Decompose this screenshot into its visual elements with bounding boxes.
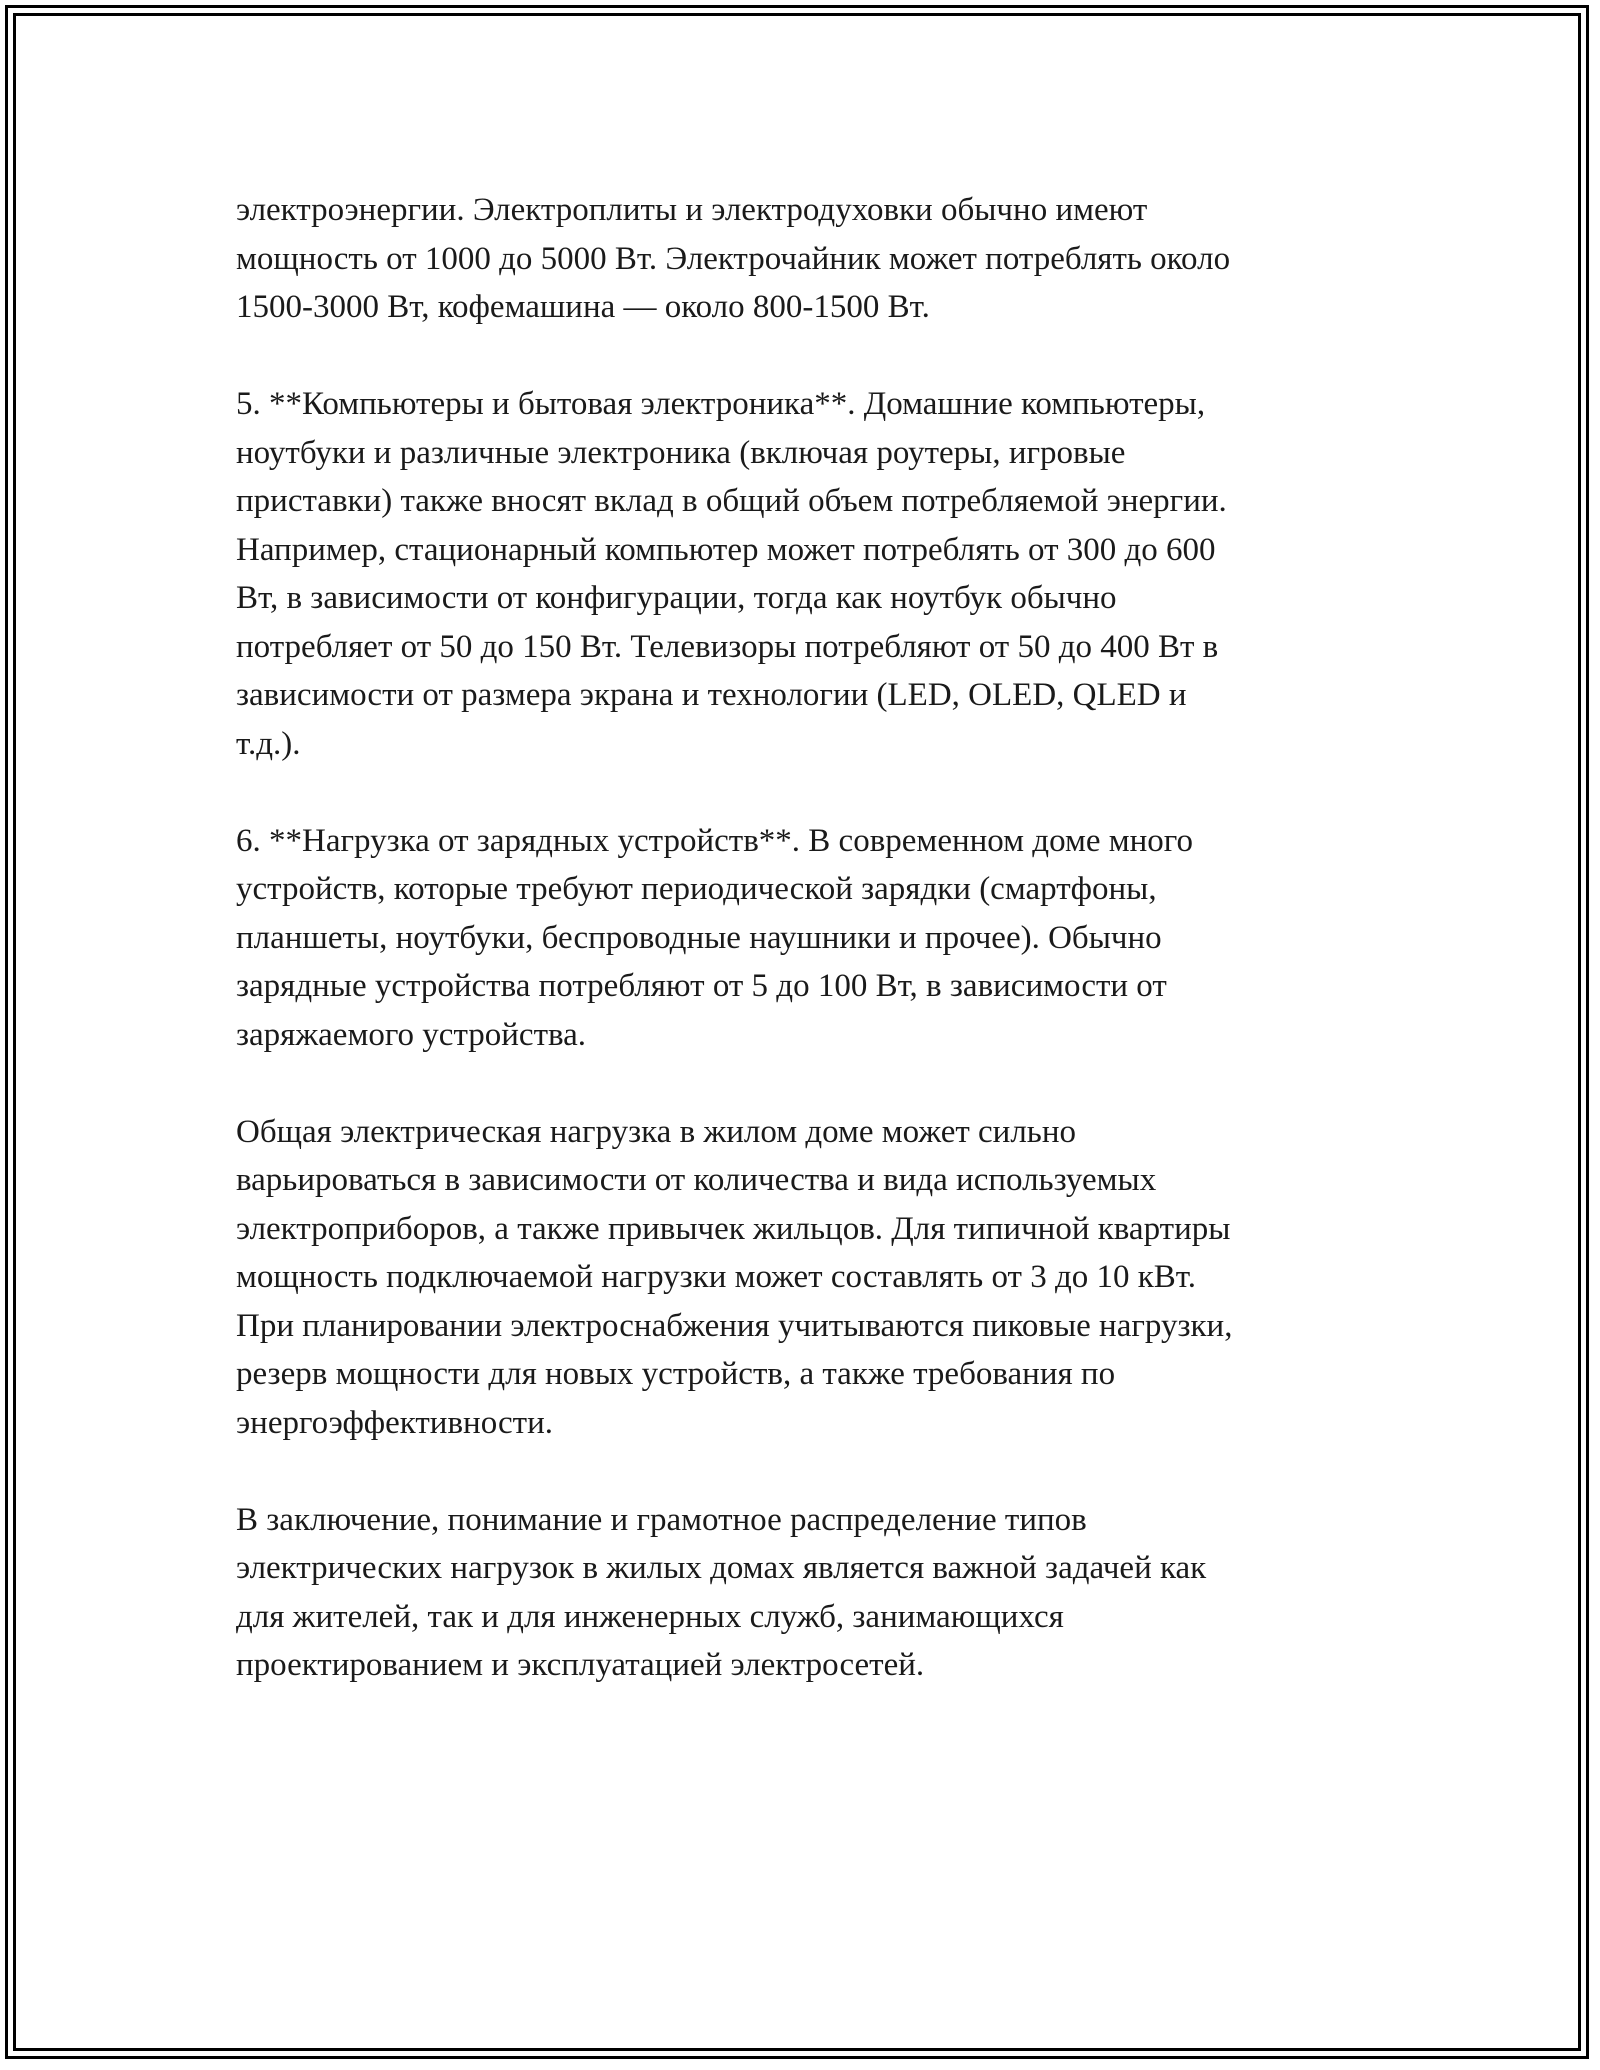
paragraph-chargers: 6. **Нагрузка от зарядных устройств**. В современном доме много устройств, которые требуют периодической зарядки (смартфоны, планшеты, ноутбуки, беспроводные наушники и прочее). Обычно зарядные устройства потребляют от 5 до 100 Вт, в зависимости от заряжаемого устройства.: [236, 822, 1193, 1053]
document-body: [236, 186, 1356, 1690]
paragraph-conclusion: В заключение, понимание и грамотное распределение типов электрических нагрузок в жилых домах является важной задачей как для жителей, так и для инженерных служб, занимающихся проектированием и эксплуатацией электросетей.: [236, 1501, 1207, 1683]
paragraph-total-load: Общая электрическая нагрузка в жилом доме может сильно варьироваться в зависимости от количества и вида используемых электроприборов, а также привычек жильцов. Для типичной квартиры мощность подключаемой нагрузки может составлять от 3 до 10 кВт. При планировании электроснабжения учитываются пиковые нагрузки, резерв мощности для новых устройств, а также требования по энергоэффективности.: [236, 1113, 1233, 1441]
paragraph-computers-electronics: 5. **Компьютеры и бытовая электроника**. Домашние компьютеры, ноутбуки и различные электроника (включая роутеры, игровые приставки) также вносят вклад в общий объем потребляемой энергии. Например, стационарный компьютер может потреблять от 300 до 600 Вт, в зависимости от конфигурации, тогда как ноутбук обычно потребляет от 50 до 150 Вт. Телевизоры потребляют от 50 до 400 Вт в зависимости от размера экрана и технологии (LED, OLED, QLED и т.д.).: [236, 386, 1227, 762]
paragraph-kitchen-appliances: электроэнергии. Электроплиты и электродуховки обычно имеют мощность от 1000 до 5000 Вт. Электрочайник может потреблять около 1500-3000 Вт, кофемашина — около 800-1500 Вт.: [236, 192, 1231, 325]
